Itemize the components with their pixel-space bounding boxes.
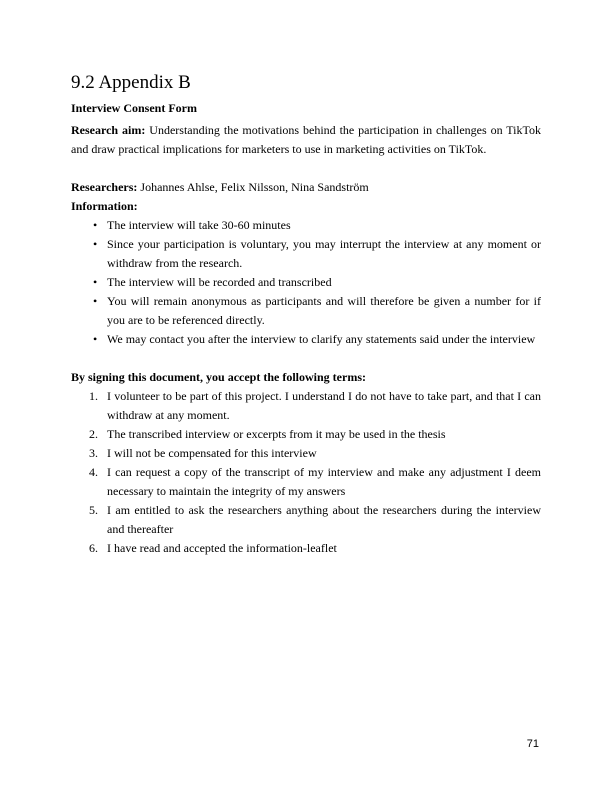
term-text: I can request a copy of the transcript of my interview and make any adjustment I deem necessary to maintain the integrity of my answers bbox=[107, 465, 541, 498]
term-number: 3. bbox=[89, 446, 98, 460]
term-number: 2. bbox=[89, 427, 98, 441]
information-bullet-list bbox=[71, 216, 541, 349]
term-number: 4. bbox=[89, 465, 98, 479]
bullet-text: We may contact you after the interview to clarify any statements said under the interview bbox=[107, 332, 536, 346]
term-item bbox=[71, 501, 541, 539]
information-label: Information: bbox=[71, 199, 138, 213]
research-aim-paragraph bbox=[71, 121, 541, 159]
bullet-item bbox=[71, 273, 541, 292]
term-number: 6. bbox=[89, 541, 98, 555]
researchers-label: Researchers: bbox=[71, 180, 138, 194]
bullet-marker: • bbox=[93, 332, 98, 346]
term-item bbox=[71, 463, 541, 501]
term-text: I have read and accepted the information-leaflet bbox=[107, 541, 337, 555]
term-number: 5. bbox=[89, 503, 98, 517]
bullet-item bbox=[71, 216, 541, 235]
term-number: 1. bbox=[89, 389, 98, 403]
form-title: Interview Consent Form bbox=[71, 101, 197, 115]
bullet-item bbox=[71, 330, 541, 349]
researchers-line bbox=[71, 178, 541, 197]
research-aim-text: Understanding the motivations behind the participation in challenges on TikTok and draw practical implications for marketers to use in marketing activities on TikTok. bbox=[71, 123, 542, 156]
bullet-text: Since your participation is voluntary, you may interrupt the interview at any moment or withdraw from the research. bbox=[107, 237, 541, 270]
section-heading: 9.2 Appendix B bbox=[71, 72, 191, 93]
bullet-marker: • bbox=[93, 294, 98, 308]
term-text: I will not be compensated for this interview bbox=[107, 446, 317, 460]
page-number: 71 bbox=[526, 738, 539, 750]
researchers-names: Johannes Ahlse, Felix Nilsson, Nina Sandström bbox=[140, 180, 369, 194]
research-aim-label: Research aim: bbox=[71, 123, 146, 137]
term-item bbox=[71, 387, 541, 425]
bullet-item bbox=[71, 292, 541, 330]
bullet-marker: • bbox=[93, 275, 98, 289]
bullet-marker: • bbox=[93, 218, 98, 232]
term-item bbox=[71, 539, 541, 558]
bullet-text: You will remain anonymous as participants and will therefore be given a number for if you are to be referenced directly. bbox=[107, 294, 541, 327]
term-text: I am entitled to ask the researchers anything about the researchers during the interview and thereafter bbox=[107, 503, 541, 536]
term-item bbox=[71, 444, 541, 463]
bullet-item bbox=[71, 235, 541, 273]
bullet-marker: • bbox=[93, 237, 98, 251]
page-content bbox=[71, 72, 541, 558]
terms-list bbox=[71, 387, 541, 558]
term-item bbox=[71, 425, 541, 444]
term-text: I volunteer to be part of this project. I understand I do not have to take part, and that I can withdraw at any moment. bbox=[107, 389, 541, 422]
bullet-text: The interview will take 30-60 minutes bbox=[107, 218, 291, 232]
terms-heading: By signing this document, you accept the following terms: bbox=[71, 370, 366, 384]
bullet-text: The interview will be recorded and transcribed bbox=[107, 275, 332, 289]
term-text: The transcribed interview or excerpts from it may be used in the thesis bbox=[107, 427, 446, 441]
